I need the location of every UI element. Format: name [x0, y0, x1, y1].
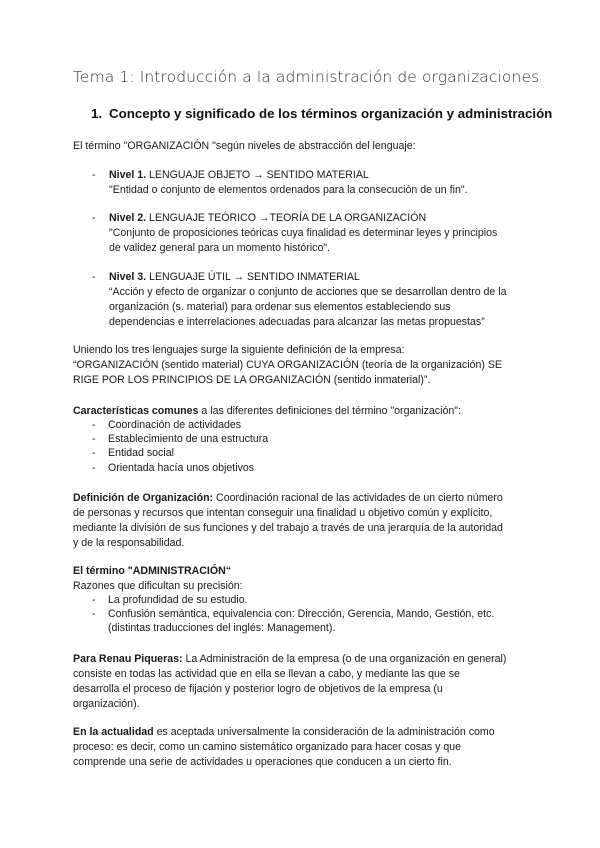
section-number: 1. [91, 106, 103, 121]
section-heading [91, 106, 552, 121]
document-page: Tema 1: Introducción a la administración de organizaciones 1. Concepto y significado de los términos organización y administración El término "ORGANIZACIÓN "según niveles de abstracción del lenguaje: - Nivel 1. LENGUAJE OBJETO → SENTIDO MATERIAL "Entidad o conjunto de elementos ordenados para la consecución de un fin". - Nivel 2. LENGUAJE TEÓRICO →TEORÍA DE LA ORGANIZACIÓN "Conjunto de proposiciones teóricas cuya finalidad es determinar leyes y principios de validez general para un momento histórico". - Nivel 3. LENGUAJE ÚTIL → SENTIDO INMATERIAL “Acción y efecto de organizar o conjunto de acciones que se desarrollan dentro de la organización (s. material) para ordenar sus elementos estableciendo sus dependencias e interrelaciones adecuadas para alcanzar las metas propuestas” Uniendo los tres lenguajes surge la siguiente definición de la empresa: “ORGANIZACIÓN (sentido material) CUYA ORGANIZACIÓN (teoría de la organización) SE RIGE POR LOS PRINCIPIOS DE LA ORGANIZACIÓN (sentido inmaterial)”. Características comunes a las diferentes definiciones del término "organización": - Coordinación de actividades - Establecimiento de una estructura - Entidad social - Orientada hacía unos objetivos Definición de Organización: Coordinación racional de las actividades de un cierto número de personas y recursos que intentan conseguir una finalidad u objetivo común y explícito, mediante la división de sus funciones y del trabajo a través de una jerarquía de la autoridad y de la responsabilidad. El término "ADMINISTRACIÓN“ Razones que dificultan su precisión: - La profundidad de su estudio. - Confusión semántica, equivalencia con: Dirección, Gerencia, Mando, Gestión, etc. (distintas traducciones del inglés: Management). Para Renau Piqueras: La Administración de la empresa (o de una organización en general) consiste en todas las actividad que en ella se llevan a cabo, y mediante las que se desarrolla el proceso de fijación y posterior logro de objetivos de la empresa (u organización). En la actualidad es aceptada universalmente la consideración de la administración como proceso: es decir, como un camino sistemático organizado para hacer cosas y que comprende una serie de actividades u operaciones que conducen a un cierto fin. [73, 68, 553, 768]
definicion-paragraph [73, 491, 503, 551]
definicion-label: Definición de Organización: [73, 492, 214, 504]
union-line: Uniendo los tres lenguajes surge la siguiente definición de la empresa: [73, 344, 405, 356]
level-1-line: "Entidad o conjunto de elementos ordenados para la consecución de un fin". [109, 184, 468, 196]
actualidad-line: comprende una serie de actividades u operaciones que conducen a un cierto fin. [73, 756, 452, 768]
caracteristicas-label: Características comunes [73, 405, 199, 417]
level-3-label: Nivel 3. [109, 271, 147, 283]
administracion-subtitle: Razones que dificultan su precisión: [73, 580, 243, 592]
renau-line: consiste en todas las actividad que en ella se llevan a cabo, y mediante las que se [73, 668, 460, 680]
actualidad-line: es aceptada universalmente la consideración de la administración como [153, 726, 495, 738]
union-line: RIGE POR LOS PRINCIPIOS DE LA ORGANIZACIÓN (sentido inmaterial)”. [73, 374, 431, 386]
definicion-line: mediante la división de sus funciones y del trabajo a través de una jerarquía de la autoridad [73, 522, 503, 534]
definicion-line: y de la responsabilidad. [73, 537, 185, 549]
level-1-title: LENGUAJE OBJETO → SENTIDO MATERIAL [146, 169, 369, 181]
level-3-line: “Acción y efecto de organizar o conjunto de acciones que se desarrollan dentro de la [109, 286, 507, 298]
intro-paragraph: El término "ORGANIZACIÓN "según niveles de abstracción del lenguaje: [73, 140, 416, 152]
level-2-line: "Conjunto de proposiciones teóricas cuya finalidad es determinar leyes y principios [109, 227, 498, 239]
level-3-line: organización (s. material) para ordenar sus elementos estableciendo sus [109, 301, 451, 313]
administracion-section [73, 564, 243, 594]
renau-line: La Administración de la empresa (o de una organización en general) [182, 653, 507, 665]
level-3-line: dependencias e interrelaciones adecuadas para alcanzar las metas propuestas” [109, 316, 485, 328]
definicion-line: Coordinación racional de las actividades de un cierto número [213, 492, 503, 504]
list-bullet: - [92, 271, 96, 283]
definicion-line: de personas y recursos que intentan conseguir una finalidad u objetivo común y explícito, [73, 507, 493, 519]
level-1-label: Nivel 1. [109, 169, 147, 181]
level-2-title: LENGUAJE TEÓRICO →TEORÍA DE LA ORGANIZACIÓN [146, 212, 427, 224]
level-2-label: Nivel 2. [109, 212, 147, 224]
renau-paragraph [73, 652, 506, 712]
renau-line: organización). [73, 698, 140, 710]
list-bullet: - [92, 169, 96, 181]
actualidad-paragraph [73, 725, 495, 770]
section-heading-text: Concepto y significado de los términos organización y administración [109, 106, 553, 121]
document-title: Tema 1: Introducción a la administración de organizaciones [73, 68, 540, 86]
union-line: “ORGANIZACIÓN (sentido material) CUYA ORGANIZACIÓN (teoría de la organización) SE [73, 359, 502, 371]
actualidad-label: En la actualidad [73, 726, 154, 738]
caracteristicas-paragraph [73, 404, 461, 419]
level-3-title: LENGUAJE ÚTIL → SENTIDO INMATERIAL [146, 271, 360, 283]
renau-label: Para Renau Piqueras: [73, 653, 183, 665]
administracion-heading: El término "ADMINISTRACIÓN“ [73, 565, 232, 577]
renau-line: desarrolla el proceso de fijación y posterior logro de objetivos de la empresa (u [73, 683, 443, 695]
actualidad-line: proceso: es decir, como un camino sistemático organizado para hacer cosas y que [73, 741, 462, 753]
list-bullet: - [92, 212, 96, 224]
union-paragraph [73, 343, 502, 388]
caracteristicas-text: a las diferentes definiciones del término "organización": [198, 405, 461, 417]
level-2-line: de validez general para un momento histórico". [109, 242, 331, 254]
